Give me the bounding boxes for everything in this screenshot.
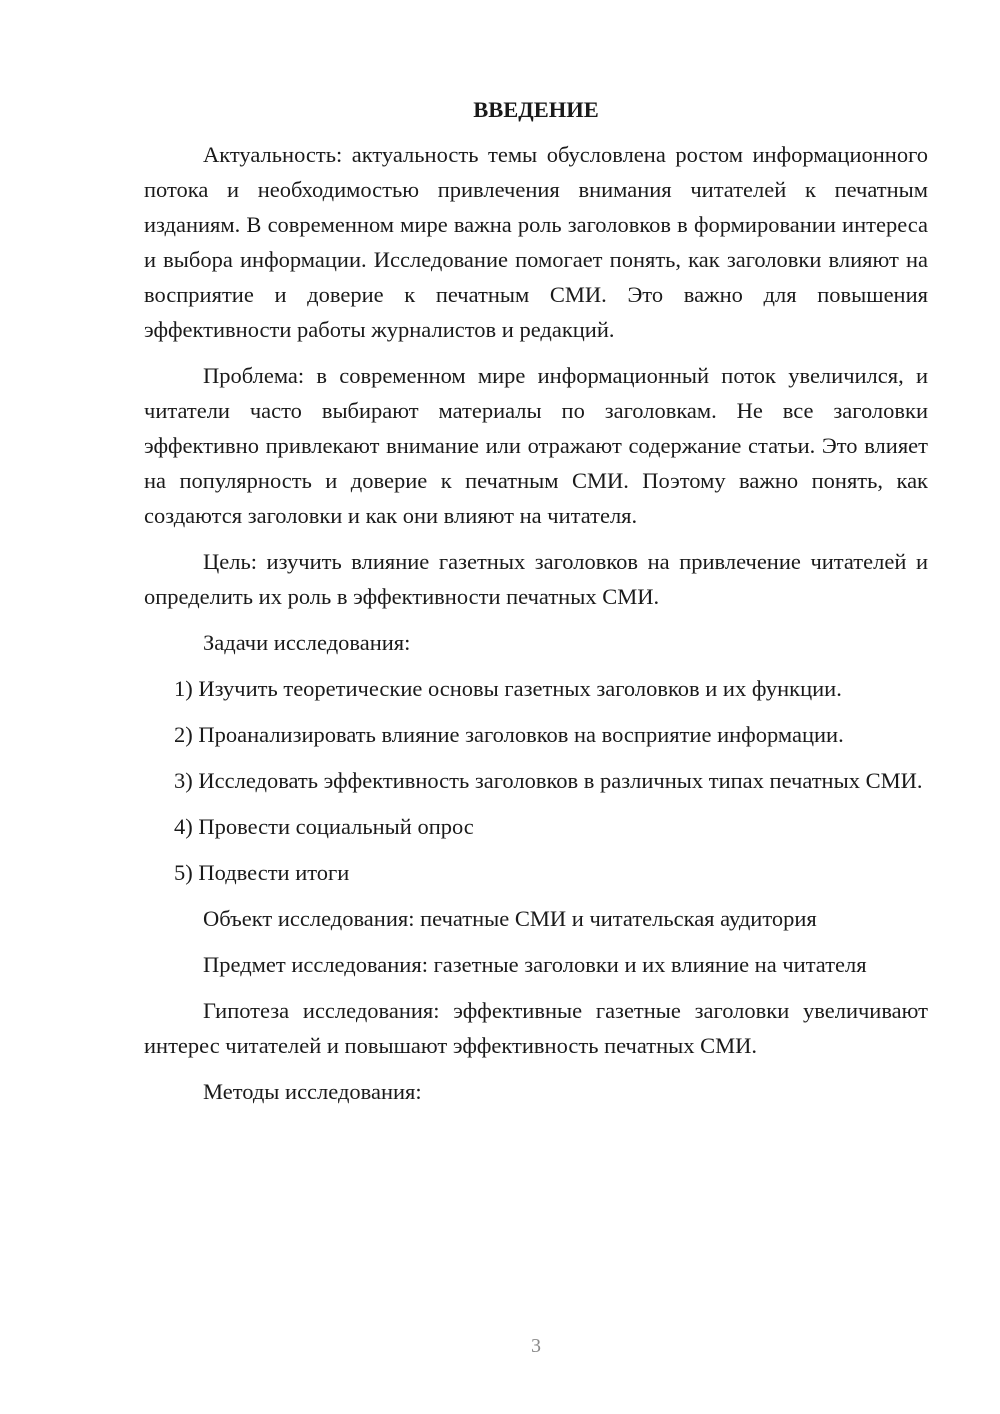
paragraph-problem: Проблема: в современном мире информационный поток увеличился, и читатели часто выбирают материалы по заголовкам. Не все заголовки эффективно привлекают внимание или отражают содержание статьи. Это влияет на популярность и доверие к печатным СМИ. Поэтому важно понять, как создаются заголовки и как они влияют на читателя. bbox=[144, 363, 928, 528]
paragraph-relevance: Актуальность: актуальность темы обусловлена ростом информационного потока и необходимостью привлечения внимания читателей к печатным изданиям. В современном мире важна роль заголовков в формировании интереса и выбора информации. Исследование помогает понять, как заголовки влияют на восприятие и доверие к печатным СМИ. Это важно для повышения эффективности работы журналистов и редакций. bbox=[144, 142, 928, 342]
paragraph-object: Объект исследования: печатные СМИ и читательская аудитория bbox=[203, 906, 817, 931]
task-item-4: 4) Провести социальный опрос bbox=[174, 814, 474, 839]
task-item-5: 5) Подвести итоги bbox=[174, 860, 350, 885]
paragraph-tasks-intro: Задачи исследования: bbox=[203, 630, 411, 655]
page-content bbox=[144, 92, 928, 1120]
paragraph-goal: Цель: изучить влияние газетных заголовков на привлечение читателей и определить их роль в эффективности печатных СМИ. bbox=[144, 549, 928, 609]
section-heading: ВВЕДЕНИЕ bbox=[473, 97, 599, 122]
paragraph-hypothesis: Гипотеза исследования: эффективные газетные заголовки увеличивают интерес читателей и повышают эффективность печатных СМИ. bbox=[144, 998, 928, 1058]
task-item-1: 1) Изучить теоретические основы газетных заголовков и их функции. bbox=[174, 676, 842, 701]
task-item-3: 3) Исследовать эффективность заголовков в различных типах печатных СМИ. bbox=[174, 768, 923, 793]
paragraph-subject: Предмет исследования: газетные заголовки и их влияние на читателя bbox=[203, 952, 867, 977]
paragraph-methods: Методы исследования: bbox=[203, 1079, 422, 1104]
task-item-2: 2) Проанализировать влияние заголовков на восприятие информации. bbox=[174, 722, 844, 747]
page-number: 3 bbox=[531, 1335, 541, 1357]
